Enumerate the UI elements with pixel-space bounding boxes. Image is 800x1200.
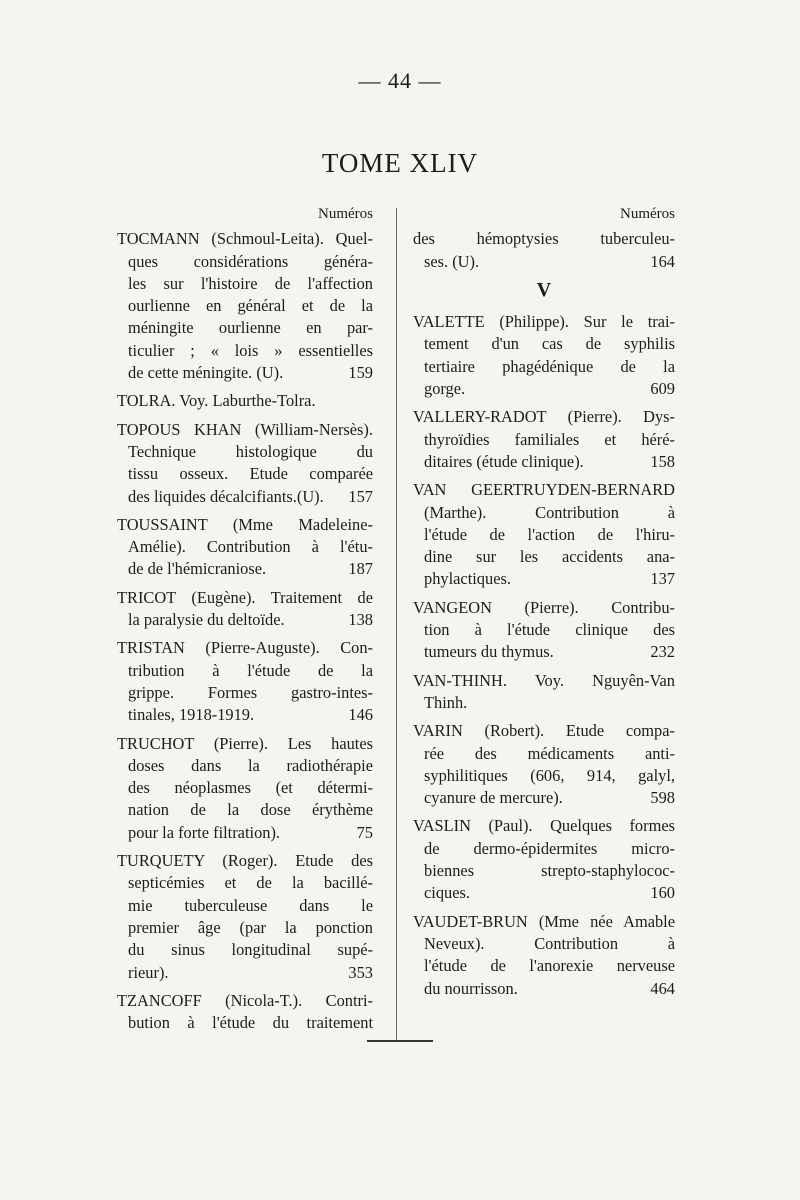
left-column-header: Numéros [318,206,373,222]
index-entry [117,850,373,984]
entry-line: ourlienne en général et de la [128,296,373,316]
entry-text: phylactiques. [424,569,511,589]
entry-line [413,451,675,473]
entry-line: TOLRA. Voy. Laburthe-Tolra. [117,391,316,411]
entry-line: TOCMANN (Schmoul-Leita). Quel- [117,229,373,249]
entry-line [117,822,373,844]
entry-text: du nourrisson. [424,978,518,998]
entry-line: TRUCHOT (Pierre). Les hautes [117,733,373,753]
entry-line: VALETTE (Philippe). Sur le trai- [413,312,675,332]
entry-line: Thinh. [424,692,468,712]
entry-line [117,609,373,631]
column-divider [396,208,397,1040]
entry-number: 187 [348,559,373,579]
entry-line [413,882,675,904]
entry-line: Amélie). Contribution à l'étu- [128,537,373,557]
entry-line [117,704,373,726]
entry-text: pour la forte filtration). [128,822,281,842]
continued-entry [413,228,675,273]
index-entry [413,720,675,809]
entry-number: 353 [348,962,373,982]
entry-line [413,641,675,663]
entry-number: 137 [650,569,675,589]
entry-line: premier âge (par la ponction [128,917,373,937]
entry-line: VAUDET-BRUN (Mme née Amable [413,911,675,931]
index-entry [117,637,373,726]
entry-text: gorge. [424,379,466,399]
entry-line: syphilitiques (606, 914, galyl, [424,765,675,785]
entry-line: tion à l'étude clinique des [424,620,675,640]
left-entry-list [117,228,373,1034]
index-entry [117,419,373,508]
entry-line: Technique histologique du [128,441,373,461]
entry-line: bution à l'étude du traitement [128,1013,373,1033]
bottom-rule [367,1040,433,1042]
index-entry [413,815,675,904]
entry-line: nation de la dose érythème [128,800,373,820]
entry-line: TURQUETY (Roger). Etude des [117,851,373,871]
entry-text: tinales, 1918-1919. [128,705,255,725]
index-entry [413,597,675,664]
entry-text: ciques. [424,883,470,903]
entry-line: l'étude de l'action de l'hiru- [424,524,675,544]
index-entry [413,911,675,1000]
entry-line: VALLERY-RADOT (Pierre). Dys- [413,407,675,427]
entry-line [413,378,675,400]
entry-line: VAN-THINH. Voy. Nguyên-Van [413,670,675,690]
entry-text: de de l'hémicraniose. [128,559,267,579]
index-entry [117,587,373,632]
entry-line: VANGEON (Pierre). Contribu- [413,597,675,617]
entry-line: TRICOT (Eugène). Traitement de [117,587,373,607]
entry-line: rée des médicaments anti- [424,743,675,763]
entry-line: des néoplasmes (et détermi- [128,778,373,798]
entry-line: l'étude de l'anorexie nerveuse [424,956,675,976]
entry-line: tertiaire phagédénique de la [424,356,675,376]
entry-number: 75 [356,822,373,842]
entry-line: tribution à l'étude de la [128,660,373,680]
entry-line: VAN GEERTRUYDEN-BERNARD [413,480,675,500]
entry-text: ses. (U). [424,251,480,271]
entry-number: 159 [348,363,373,383]
entry-line [413,787,675,809]
entry-line: biennes strepto-staphylococ- [424,861,675,881]
entry-line [413,251,675,273]
entry-line: de dermo-épidermites micro- [424,838,675,858]
entry-line: TZANCOFF (Nicola-T.). Contri- [117,990,373,1010]
entry-number: 609 [650,379,675,399]
entry-number: 232 [650,642,675,662]
section-letter: V [536,278,552,301]
entry-line [117,362,373,384]
entry-line: du sinus longitudinal supé- [128,940,373,960]
entry-number: 464 [650,978,675,998]
index-entry [117,390,373,412]
index-entry [413,406,675,473]
entry-line: les sur l'histoire de l'affection [128,273,373,293]
entry-line: ticulier ; « lois » essentielles [128,340,373,360]
index-entry [413,311,675,400]
entry-line: mie tuberculeuse dans le [128,895,373,915]
entry-line [117,962,373,984]
entry-line: (Marthe). Contribution à [424,502,675,522]
entry-line [117,558,373,580]
index-entry [117,990,373,1035]
entry-line [413,978,675,1000]
entry-number: 160 [650,883,675,903]
entry-text: rieur). [128,962,169,982]
entry-line: ques considérations généra- [128,251,373,271]
entry-number: 598 [650,788,675,808]
index-entry [413,479,675,590]
entry-number: 146 [348,705,373,725]
entry-line: dine sur les accidents ana- [424,547,675,567]
entry-line: tement d'un cas de syphilis [424,334,675,354]
entry-line: grippe. Formes gastro-intes- [128,682,373,702]
entry-text: tumeurs du thymus. [424,642,554,662]
right-column-header: Numéros [620,206,675,222]
entry-text: la paralysie du deltoïde. [128,610,285,630]
entry-line: méningite ourlienne en par- [128,318,373,338]
entry-line [413,568,675,590]
entry-line: thyroïdies familiales et héré- [424,429,675,449]
tome-title: TOME XLIV [321,148,479,178]
left-column [117,203,373,1040]
page-number: — 44 — [358,68,442,93]
entry-line: tissu osseux. Etude comparée [128,464,373,484]
index-entry [117,733,373,844]
index-entry [413,670,675,715]
entry-line: VASLIN (Paul). Quelques formes [413,816,675,836]
entry-number: 164 [650,251,675,271]
entry-text: cyanure de mercure). [424,788,563,808]
entry-text: des liquides décalcifiants.(U). [128,486,324,506]
entry-number: 158 [650,451,675,471]
entry-text: de cette méningite. (U). [128,363,284,383]
entry-line: TOPOUS KHAN (William-Nersès). [117,419,373,439]
index-entry [117,228,373,384]
right-entry-list [413,311,675,1000]
entry-number: 157 [348,486,373,506]
right-column [413,203,675,1006]
entry-text: ditaires (étude clinique). [424,451,584,471]
entry-line: doses dans la radiothérapie [128,755,373,775]
entry-number: 138 [348,610,373,630]
entry-line: TRISTAN (Pierre-Auguste). Con- [117,638,373,658]
entry-line: TOUSSAINT (Mme Madeleine- [117,514,373,534]
entry-line: VARIN (Robert). Etude compa- [413,721,675,741]
entry-line: Neveux). Contribution à [424,933,675,953]
entry-line [117,486,373,508]
entry-line: septicémies et de la bacillé- [128,873,373,893]
entry-line: des hémoptysies tuberculeu- [413,229,675,249]
index-entry [117,514,373,581]
